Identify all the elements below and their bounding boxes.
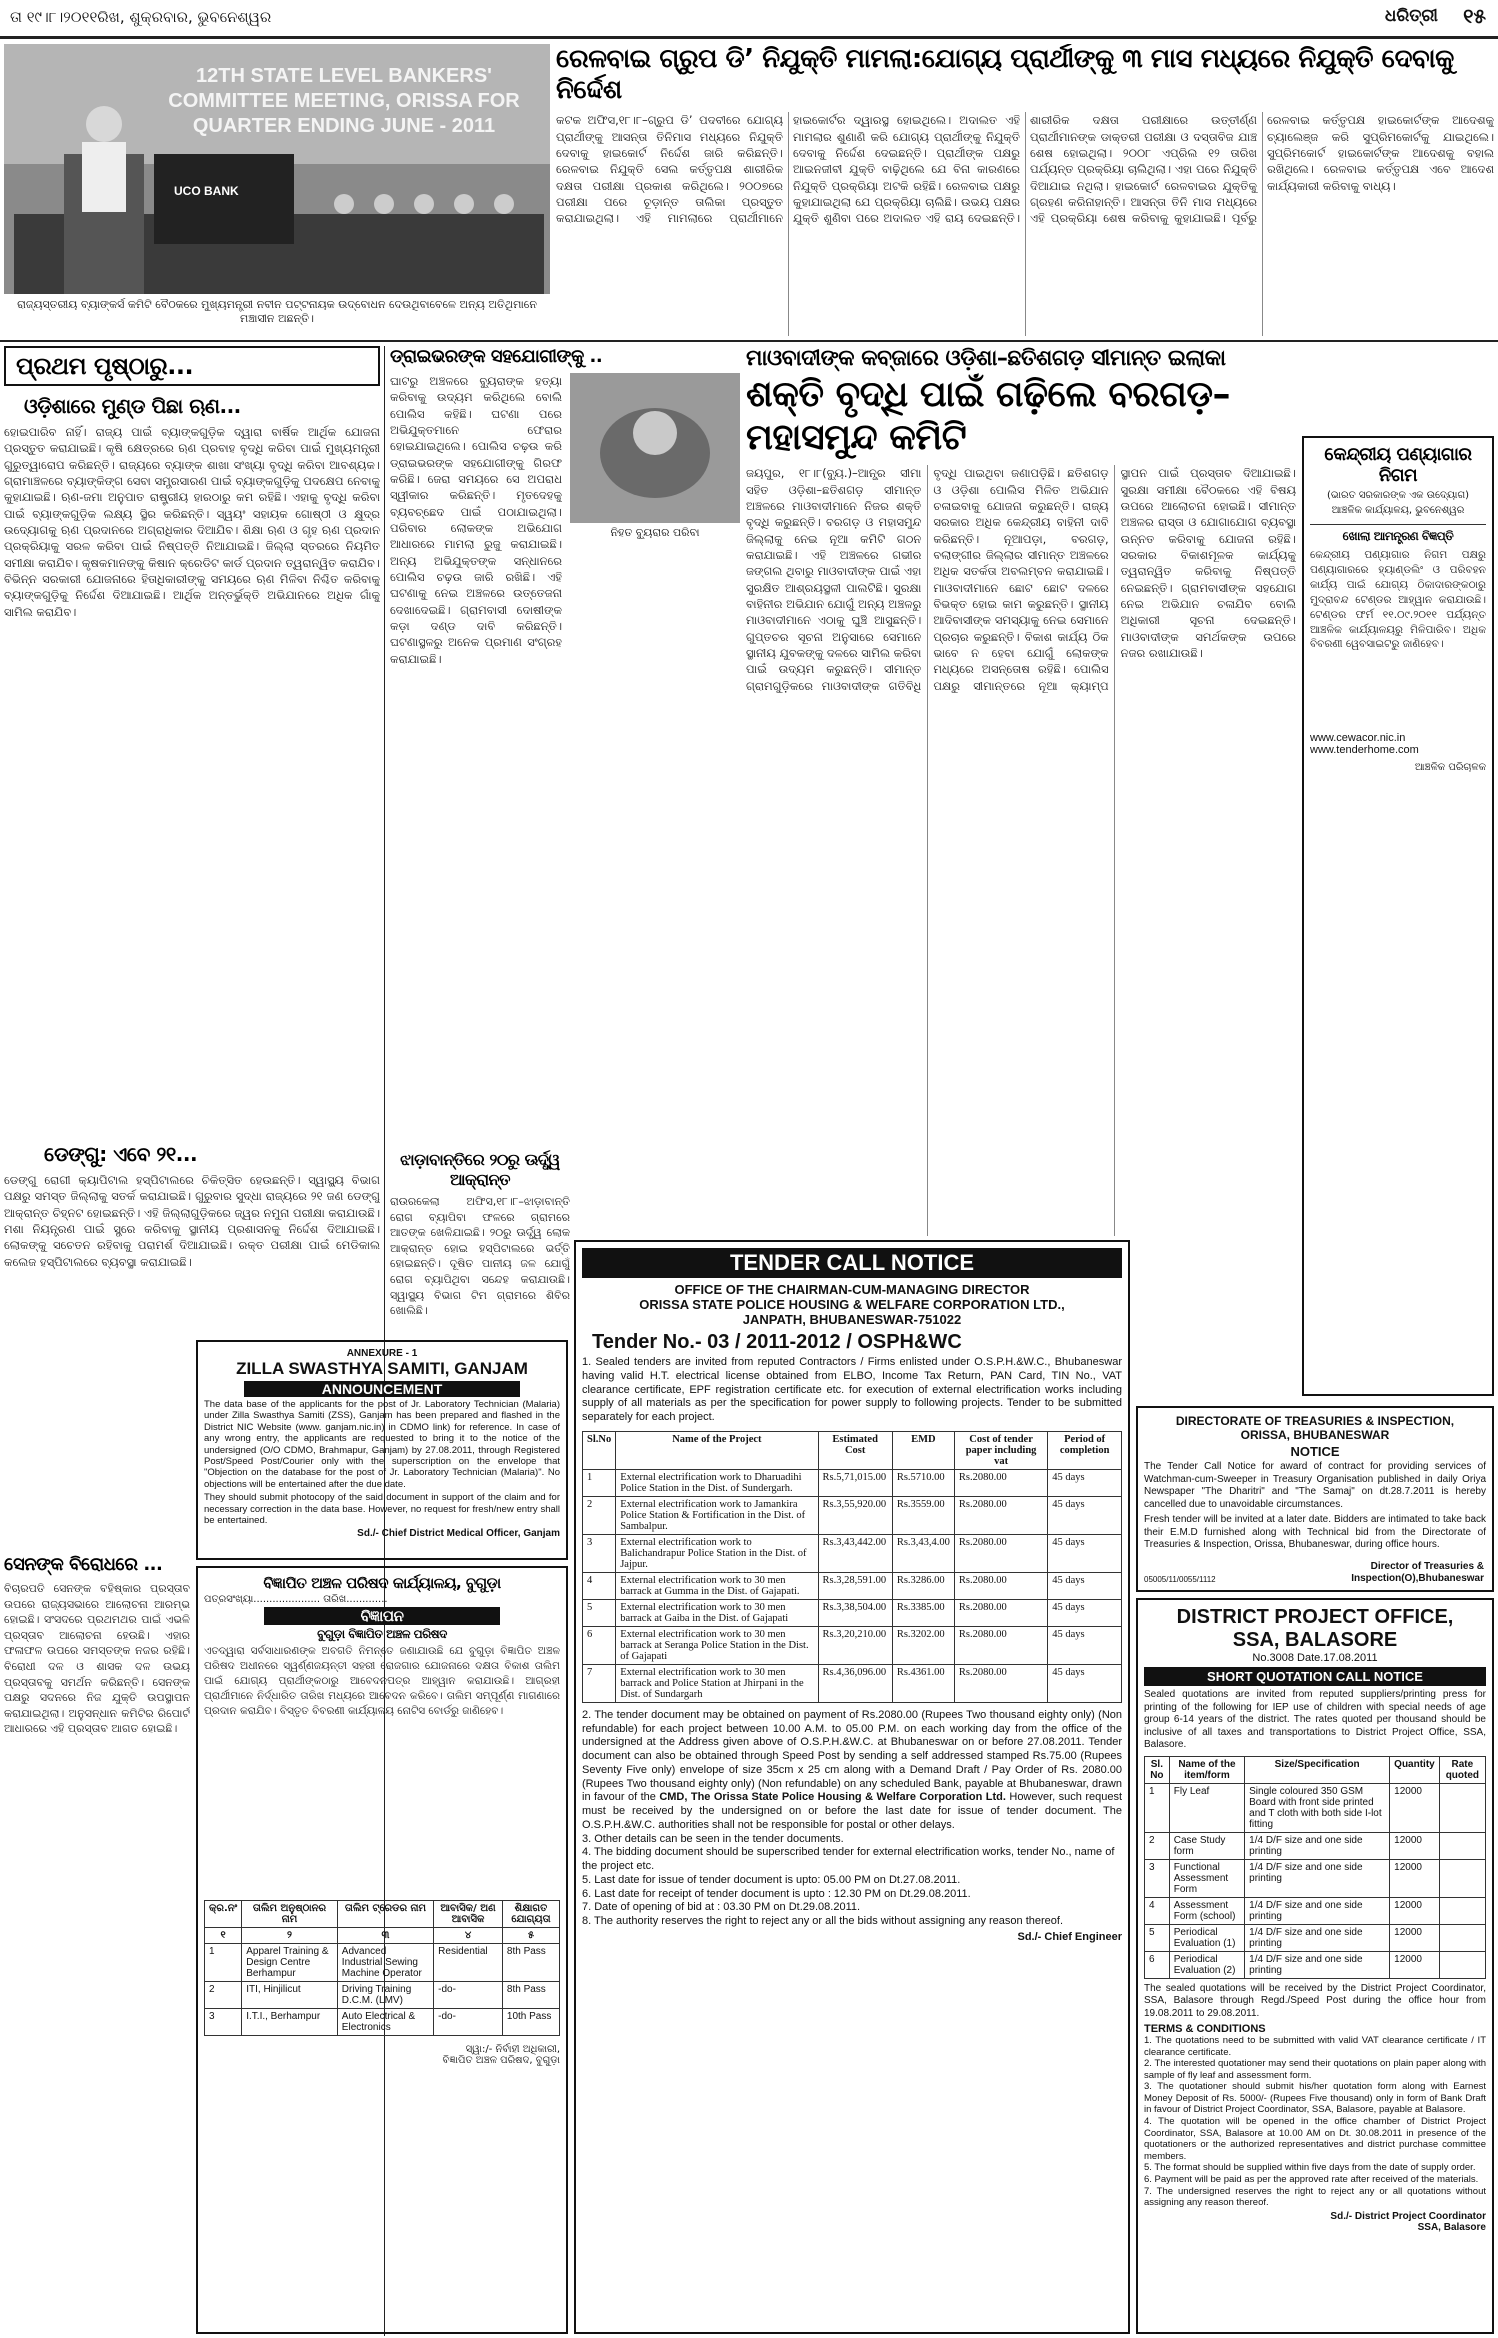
tender-sign: Sd./- Chief Engineer <box>1017 1930 1122 1943</box>
sen-story <box>4 1554 190 2334</box>
diarrhoea-body: ରାଉରକେଲା ଅଫିସ,୧୮।୮–ଝାଡ଼ାବାନ୍ତି ରୋଗ ବ୍ୟାପିବା ଫଳରେ ଗ୍ରାମରେ ଆତଙ୍କ ଖେଳିଯାଇଛି। ୨୦ରୁ ଊର୍ଦ୍ଧ୍ୱ ଲୋକ ଆକ୍ରାନ୍ତ ହୋଇ ହସ୍ପିଟାଲରେ ଭର୍ତ୍ତି ହୋଇଛନ୍ତି। ଦୂଷିତ ପାନୀୟ ଜଳ ଯୋଗୁଁ ରୋଗ ବ୍ୟାପିଥିବା ସନ୍ଦେହ କରାଯାଉଛି। ସ୍ୱାସ୍ଥ୍ୟ ବିଭାଗ ଟିମ ଗ୍ରାମରେ ଶିବିର ଖୋଲିଛି। <box>390 1195 570 1318</box>
cwc-title: କେନ୍ଦ୍ରୀୟ ପଣ୍ୟାଗାର ନିଗମ <box>1324 444 1472 486</box>
bankers-podium: UCO BANK <box>174 184 239 198</box>
dateline: ତା ୧୯।୮।୨୦୧୧ରିଖ, ଶୁକ୍ରବାର, ଭୁବନେଶ୍ୱର <box>10 8 272 26</box>
page-number: ୧୫ <box>1463 4 1486 28</box>
buguda-table-cell: Auto Electrical & Electronics <box>337 2009 433 2036</box>
tender-table-row <box>583 1469 1122 1496</box>
ssa-table-cell: 1/4 D/F size and one side printing <box>1245 1897 1390 1924</box>
ssa-intro: Sealed quotations are invited from reputed suppliers/printing press for printing of the following for IEP use of children with special needs of age group 6-14 years of the district. The rates quoted per thousand should be inclusive of all taxes and transportations to District Project Office, SSA, Balasore. <box>1144 1689 1486 1750</box>
ssa-table-cell <box>1439 1897 1485 1924</box>
ssa-table-cell: 4 <box>1145 1897 1170 1924</box>
tender-table-cell: External electrification work to Jamankira Police Station & Fortification in the Dist. of Sambalpur. <box>616 1496 818 1534</box>
ssa-table-header-cell: Sl. No <box>1145 1756 1170 1783</box>
tender-table-cell: Rs.3202.00 <box>892 1626 954 1664</box>
buguda-table-cell: 8th Pass <box>502 1982 559 2009</box>
zss-title: ZILLA SWASTHYA SAMITI, GANJAM <box>236 1359 528 1378</box>
ssa-terms-head: TERMS & CONDITIONS <box>1144 2023 1266 2035</box>
buguda-table-header-cell: ତାଲିମ ଟ୍ରେଡର ନାମ <box>337 1901 433 1928</box>
sen-body: ବିଚାରପତି ସେନଙ୍କ ବହିଷ୍କାର ପ୍ରସ୍ତାବ ଉପରେ ରାଜ୍ୟସଭାରେ ଆଲୋଚନା ଆରମ୍ଭ ହୋଇଛି। ସଂସଦରେ ପ୍ରଥମଥର ପାଇଁ ଏଭଳି ପ୍ରସ୍ତାବ ଆଲୋଚନା ହେଉଛି। ଏହାର ଫଳାଫଳ ଉପରେ ସମସ୍ତଙ୍କ ନଜର ରହିଛି। ବିରୋଧୀ ଦଳ ଓ ଶାସକ ଦଳ ଉଭୟ ପ୍ରସ୍ତାବକୁ ସମର୍ଥନ କରିଛନ୍ତି। ସେନଙ୍କ ପକ୍ଷରୁ ସଦନରେ ନିଜ ଯୁକ୍ତି ଉପସ୍ଥାପନ କରାଯାଇଥିଲା। ଅନୁସନ୍ଧାନ କମିଟିର ରିପୋର୍ଟ ଆଧାରରେ ଏହି ପ୍ରସ୍ତାବ ଆଗତ ହୋଇଛି। <box>4 1582 190 1736</box>
tender-notice <box>574 1240 1130 2334</box>
ssa-sign1: Sd./- District Project Coordinator <box>1330 2210 1486 2222</box>
zss-sign: Sd./- Chief District Medical Officer, Ganjam <box>357 1528 560 1540</box>
tender-table-cell: Rs.3,43,442.00 <box>818 1534 892 1572</box>
buguda-table-number-cell: ୨ <box>242 1928 338 1944</box>
driver-photo <box>570 373 740 523</box>
tender-para8: 8. The authority reserves the right to reject any or all the bids without assigning any reason thereof. <box>582 1915 1064 1927</box>
tender-table-cell: 45 days <box>1048 1626 1122 1664</box>
ssa-term-item: 6. Payment will be paid as per the approved rate after received of the materials. <box>1144 2173 1479 2185</box>
tender-table-cell: Rs.5710.00 <box>892 1469 954 1496</box>
ssa-table-cell <box>1439 1951 1485 1978</box>
buguda-table-numbering <box>205 1928 560 1944</box>
bankers-photo-block <box>4 44 550 336</box>
cwc-subtitle: (ଭାରତ ସରକାରଙ୍କ ଏକ ଉଦ୍ୟୋଗ) <box>1326 490 1470 501</box>
zss-annex: ANNEXURE - 1 <box>346 1348 418 1359</box>
zss-announce: ANNOUNCEMENT <box>244 1381 520 1397</box>
ssa-table <box>1144 1756 1486 1979</box>
tender-table-cell: Rs.2080.00 <box>954 1534 1047 1572</box>
treasury-notice-title: NOTICE <box>1290 1444 1340 1459</box>
tender-table-cell: 45 days <box>1048 1599 1122 1626</box>
ssa-table-cell: 12000 <box>1390 1832 1440 1859</box>
ssa-table-cell: 12000 <box>1390 1951 1440 1978</box>
tender-office2: ORISSA STATE POLICE HOUSING & WELFARE CORPORATION LTD., <box>639 1297 1065 1312</box>
ssa-table-cell <box>1439 1783 1485 1832</box>
tender-para2-tail: However, such request must be received by the undersigned on or before the last date for issue of tender document. The O.S.P.H.&W.C. authorities shall not be responsible for postal or other delays. <box>582 1791 1123 1831</box>
buguda-table-header <box>205 1901 560 1928</box>
dengue-body: ଡେଙ୍ଗୁ ରୋଗୀ କ୍ୟାପିଟାଲ ହସ୍ପିଟାଲରେ ଚିକିତ୍ସିତ ହେଉଛନ୍ତି। ସ୍ୱାସ୍ଥ୍ୟ ବିଭାଗ ପକ୍ଷରୁ ସମସ୍ତ ଜିଲ୍ଲାକୁ ସତର୍କ କରାଯାଇଛି। ଗୁରୁବାର ସୁଦ୍ଧା ରାଜ୍ୟରେ ୨୧ ଜଣ ଡେଙ୍ଗୁ ଆକ୍ରାନ୍ତ ଚିହ୍ନଟ ହୋଇଛନ୍ତି। ଏହି ଜିଲ୍ଲାଗୁଡ଼ିକରେ ଜ୍ୱର ନମୁନା ପରୀକ୍ଷା କରାଯାଉଛି। ମଶା ନିୟନ୍ତ୍ରଣ ପାଇଁ ସ୍ପ୍ରେ କରିବାକୁ ସ୍ଥାନୀୟ ପ୍ରଶାସନକୁ ନିର୍ଦ୍ଦେଶ ଦିଆଯାଇଛି। ଲୋକଙ୍କୁ ସଚେତନ ରହିବାକୁ ପରାମର୍ଶ ଦିଆଯାଇଛି। ରକ୍ତ ପରୀକ୍ଷା ପାଇଁ ମେଡିକାଲ କଲେଜ ହସ୍ପିଟାଲରେ ବ୍ୟବସ୍ଥା କରାଯାଇଛି। <box>4 1173 380 1269</box>
ssa-title1: DISTRICT PROJECT OFFICE, <box>1176 1606 1454 1628</box>
ssa-table-cell <box>1439 1859 1485 1897</box>
buguda-table-cell: Advanced Industrial Sewing Machine Operator <box>337 1944 433 1982</box>
tender-table-row <box>583 1496 1122 1534</box>
buguda-ref: ପତ୍ରସଂଖ୍ୟା..................... ତାରିଖ............. <box>204 1594 388 1605</box>
ssa-table-cell: 2 <box>1145 1832 1170 1859</box>
tender-table-cell: Rs.3,43,4.00 <box>892 1534 954 1572</box>
tender-table-cell: 45 days <box>1048 1469 1122 1496</box>
tender-table-cell: 4 <box>583 1572 616 1599</box>
ssa-table-body <box>1145 1783 1486 1978</box>
ssa-table-cell: 1/4 D/F size and one side printing <box>1245 1859 1390 1897</box>
tender-table-cell: 1 <box>583 1469 616 1496</box>
tender-para2-text: 2. The tender document may be obtained on payment of Rs.2080.00 (Rupees Two thousand eighty only) (Non refundable) for each project between 10.00 A.M. to 05.00 P.M. on each working day from the office of the undersigned at the Address given above of O.S.P.H.&W.C. at Bhubaneswar on or before 27.08.2011. Tender document can also be obtained through Speed Post by sending a self addressed stamped Rs.75.00 (Rupees Seventy Five only) envelope of size 35cm x 25 cm along with a Demand Draft / Pay Order of Rs. 2080.00 (Rupees Two thousand eighty only) (Non refundable) on any scheduled Bank, payable at Bhubaneswar, drawn in favour of the <box>582 1708 1122 1804</box>
buguda-table-number-cell: ୧ <box>205 1928 242 1944</box>
tender-para6: 6. Last date for receipt of tender document is upto : 12.30 PM on Dt.29.08.2011. <box>582 1887 971 1900</box>
diarrhoea-headline: ଝାଡ଼ାବାନ୍ତିରେ ୨୦ରୁ ଊର୍ଦ୍ଧ୍ୱ ଆକ୍ରାନ୍ତ <box>400 1150 560 1189</box>
tender-table-cell: 45 days <box>1048 1496 1122 1534</box>
buguda-table-row <box>205 1944 560 1982</box>
ssa-para: The sealed quotations will be received by the District Project Coordinator, SSA, Balasore through Regd./Speed Post during the office hour from 19.08.2011 to 29.08.2011. <box>1144 1982 1486 2019</box>
tender-table-header <box>583 1431 1122 1469</box>
zss-body: The data base of the applicants for the post of Jr. Laboratory Technician (Malaria) under Zilla Swasthya Samiti (ZSS), Ganjam has been prepared and flashed in the District NIC Website (www. ganjam.nic.in) in CDMO link) for reference. In case of any wrong entry, the applicants are requested to bring it to the notice of the undersigned (O/O CDMO, Brahmapur, Ganjam) by 27.08.2011, through Registered Post/Speed Post/Courier only with the superscription on the envelope that "Objection on the database for the post of Jr. Laboratory Technician (Malaria)". No objections will be entertained after the due date. <box>204 1399 560 1490</box>
cwc-ad <box>1302 436 1494 1396</box>
tender-table-cell: Rs.2080.00 <box>954 1664 1047 1702</box>
ssa-table-cell: 5 <box>1145 1924 1170 1951</box>
buguda-body: ଏତଦ୍ୱାରା ସର୍ବସାଧାରଣଙ୍କ ଅବଗତି ନିମନ୍ତେ ଜଣାଯାଉଛି ଯେ ବୁଗୁଡ଼ା ବିଜ୍ଞାପିତ ଅଞ୍ଚଳ ପରିଷଦ ଅଧୀନରେ ସ୍ୱର୍ଣ୍ଣଜୟନ୍ତୀ ସହରୀ ରୋଜଗାର ଯୋଜନାରେ ଦକ୍ଷତା ବିକାଶ ତାଲିମ ପାଇଁ ଯୋଗ୍ୟ ପ୍ରାର୍ଥୀଙ୍କଠାରୁ ଆବେଦନପତ୍ର ଆହ୍ୱାନ କରାଯାଉଛି। ଆଗ୍ରହୀ ପ୍ରାର୍ଥୀମାନେ ନିର୍ଦ୍ଧାରିତ ତାରିଖ ମଧ୍ୟରେ ଆବେଦନ କରିବେ। ତାଲିମ ସମ୍ପୂର୍ଣ୍ଣ ମାଗଣାରେ ପ୍ରଦାନ କରାଯିବ। ବିସ୍ତୃତ ବିବରଣୀ କାର୍ଯ୍ୟାଳୟ ନୋଟିସ ବୋର୍ଡରୁ ଜାଣିହେବ। <box>204 1645 560 1717</box>
ssa-table-header-cell: Quantity <box>1390 1756 1440 1783</box>
ssa-term-item: 4. The quotation will be opened in the office chamber of District Project Coordinator, SSA, Balasore at 10.00 AM on Dt. 30.08.2011 in presence of the quotationers or the authorized representatives and district purchase committee members. <box>1144 2116 1486 2162</box>
tender-table-row <box>583 1572 1122 1599</box>
buguda-table-header-cell: ଶିକ୍ଷାଗତ ଯୋଗ୍ୟତା <box>502 1901 559 1928</box>
ssa-table-cell: 1/4 D/F size and one side printing <box>1245 1832 1390 1859</box>
tender-para2-payee: CMD, The Orissa State Police Housing & Welfare Corporation Ltd. <box>659 1791 1006 1804</box>
railway-headline: ରେଳବାଇ ଗ୍ରୁପ ଡି’ ନିଯୁକ୍ତି ମାମଲା:ଯୋଗ୍ୟ ପ୍ରାର୍ଥୀଙ୍କୁ ୩ ମାସ ମଧ୍ୟରେ ନିଯୁକ୍ତି ଦେବାକୁ ନିର୍ଦ୍ଦେଶ <box>556 44 1454 106</box>
ssa-sign2: SSA, Balasore <box>1417 2221 1486 2233</box>
loan-body: ହୋଇପାରିବ ନାହିଁ। ରାଜ୍ୟ ପାଇଁ ବ୍ୟାଙ୍କଗୁଡ଼ିକ ଦ୍ୱାରା ବାର୍ଷିକ ଆର୍ଥିକ ଯୋଜନା ପ୍ରସ୍ତୁତ କରାଯାଇଛି। କୃଷି କ୍ଷେତ୍ରରେ ଋଣ ପ୍ରବାହ ବୃଦ୍ଧି କରିବା ପାଇଁ ମୁଖ୍ୟମନ୍ତ୍ରୀ ଗୁରୁତ୍ୱାରୋପ କରିଛନ୍ତି। ରାଜ୍ୟରେ ବ୍ୟାଙ୍କ ଶାଖା ସଂଖ୍ୟା ବୃଦ୍ଧି କରିବା ଆବଶ୍ୟକ। ଗ୍ରାମାଞ୍ଚଳରେ ବ୍ୟାଙ୍କିଙ୍ଗ ସେବା ସମ୍ପ୍ରସାରଣ ପାଇଁ ବ୍ୟାଙ୍କଗୁଡ଼ିକୁ ପଦକ୍ଷେପ ନେବାକୁ କୁହାଯାଇଛି। ଋଣ-ଜମା ଅନୁପାତ ରାଷ୍ଟ୍ରୀୟ ହାରଠାରୁ କମ ରହିଛି। ଏହାକୁ ବୃଦ୍ଧି କରିବା ପାଇଁ ବ୍ୟାଙ୍କଗୁଡ଼ିକ ଲକ୍ଷ୍ୟ ସ୍ଥିର କରିଛନ୍ତି। ସ୍ୱୟଂ ସହାୟକ ଗୋଷ୍ଠୀ ଓ କ୍ଷୁଦ୍ର ଉଦ୍ୟୋଗକୁ ଋଣ ପ୍ରଦାନରେ ଅଗ୍ରାଧିକାର ଦିଆଯିବ। ଶିକ୍ଷା ଋଣ ଓ ଗୃହ ଋଣ ପ୍ରଦାନ ପ୍ରକ୍ରିୟାକୁ ସରଳ କରିବା ପାଇଁ ନିଷ୍ପତ୍ତି ନିଆଯାଇଛି। ଜିଲ୍ଲା ସ୍ତରରେ ନିୟମିତ ସମୀକ୍ଷା କରାଯିବ। କୃଷକମାନଙ୍କୁ କିଷାନ କ୍ରେଡିଟ କାର୍ଡ ପ୍ରଦାନ ତ୍ୱରାନ୍ୱିତ କରାଯିବ। ବିଭିନ୍ନ ସରକାରୀ ଯୋଜନାରେ ହିତାଧିକାରୀଙ୍କୁ ସମୟରେ ଋଣ ମିଳିବା ନିଶ୍ଚିତ କରିବାକୁ ବ୍ୟାଙ୍କଗୁଡ଼ିକୁ ନିର୍ଦ୍ଦେଶ ଦିଆଯାଇଛି। ଆର୍ଥିକ ଅନ୍ତର୍ଭୁକ୍ତି ଅଭିଯାନରେ ଅଧିକ ଗାଁକୁ ସାମିଲ କରାଯିବ। <box>4 425 380 619</box>
treasury-sign1: Director of Treasuries & <box>1370 1561 1484 1572</box>
tender-table-cell: Rs.4,36,096.00 <box>818 1664 892 1702</box>
buguda-table-cell: 10th Pass <box>502 2009 559 2036</box>
tender-table-cell: Rs.3286.00 <box>892 1572 954 1599</box>
loan-subhead: ଓଡ଼ିଶାରେ ମୁଣ୍ଡ ପିଛା ଋଣ... <box>24 394 241 418</box>
ssa-table-cell: 12000 <box>1390 1897 1440 1924</box>
ssa-table-cell: Case Study form <box>1169 1832 1244 1859</box>
buguda-table-body <box>205 1944 560 2036</box>
tender-table-cell: External electrification work to 30 men barrack at Seranga Police Station in the Dist. of Gajapati <box>616 1626 818 1664</box>
tender-table-cell: 45 days <box>1048 1534 1122 1572</box>
cwc-address: ଆଞ୍ଚଳିକ କାର୍ଯ୍ୟାଳୟ, ଭୁବନେଶ୍ୱର <box>1331 505 1465 516</box>
buguda-sign1: ସ୍ୱା:/- ନିର୍ବାହୀ ଅଧିକାରୀ, <box>465 2044 560 2055</box>
maoist-headline: ଶକ୍ତି ବୃଦ୍ଧି ପାଇଁ ଗଢ଼ିଲେ ବରଗଡ଼–ମହାସମୁନ୍ଦ କମିଟି <box>746 374 1231 459</box>
railway-body: କଟକ ଅଫିସ,୧୮।୮–ଗ୍ରୁପ ଡି’ ପଦବୀରେ ଯୋଗ୍ୟ ପ୍ରାର୍ଥୀଙ୍କୁ ଆସନ୍ତା ତିନିମାସ ମଧ୍ୟରେ ନିଯୁକ୍ତି ଦେବାକୁ ହାଇକୋର୍ଟ ନିର୍ଦ୍ଦେଶ ଜାରି କରିଛନ୍ତି। ରେଳବାଇ ନିଯୁକ୍ତି ସେଲ କର୍ତ୍ତୃପକ୍ଷ ଶାରୀରିକ ଦକ୍ଷତା ପରୀକ୍ଷା ପ୍ରକାଶ କରିଥିଲେ। ୨୦୦୭ରେ ପରୀକ୍ଷା ପରେ ଚୂଡ଼ାନ୍ତ ତାଲିକା ପ୍ରସ୍ତୁତ କରାଯାଇଥିଲା। ଏହି ମାମଲାରେ ପ୍ରାର୍ଥୀମାନେ ହାଇକୋର୍ଟର ଦ୍ୱାରସ୍ଥ ହୋଇଥିଲେ। ଅଦାଲତ ଏହି ମାମଲାର ଶୁଣାଣି କରି ଯୋଗ୍ୟ ପ୍ରାର୍ଥୀଙ୍କୁ ନିଯୁକ୍ତି ଦେବାକୁ ନିର୍ଦ୍ଦେଶ ଦେଇଛନ୍ତି। ପ୍ରାର୍ଥୀଙ୍କ ପକ୍ଷରୁ ଆଇନଜୀବୀ ଯୁକ୍ତି ବାଢ଼ିଥିଲେ ଯେ ବିନା କାରଣରେ ନିଯୁକ୍ତି ପ୍ରକ୍ରିୟା ଅଟକି ରହିଛି। ରେଳବାଇ ପକ୍ଷରୁ କୁହାଯାଇଥିଲା ଯେ ପ୍ରକ୍ରିୟା ଚାଲିଛି। ଉଭୟ ପକ୍ଷର ଯୁକ୍ତି ଶୁଣିବା ପରେ ଅଦାଲତ ଏହି ରାୟ ଦେଇଛନ୍ତି। ଶାରୀରିକ ଦକ୍ଷତା ପରୀକ୍ଷାରେ ଉତ୍ତୀର୍ଣ୍ଣ ପ୍ରାର୍ଥୀମାନଙ୍କ ଡାକ୍ତରୀ ପରୀକ୍ଷା ଓ ଦସ୍ତାବିଜ ଯାଞ୍ଚ ଶେଷ ହୋଇଥିଲା। ୨୦୦୮ ଏପ୍ରିଲ ୧୨ ତାରିଖ ପର୍ଯ୍ୟନ୍ତ ପ୍ରକ୍ରିୟା ଚାଲିଥିଲା। ଏହା ପରେ ନିଯୁକ୍ତି ଦିଆଯାଇ ନଥିଲା। ହାଇକୋର୍ଟ ରେଳବାଇର ଯୁକ୍ତିକୁ ଗ୍ରହଣ କରିନାହାନ୍ତି। ଆସନ୍ତା ତିନି ମାସ ମଧ୍ୟରେ ଏହି ପ୍ରକ୍ରିୟା ଶେଷ କରିବାକୁ କୁହାଯାଇଛି। ପୂର୍ବରୁ ରେଳବାଇ କର୍ତ୍ତୃପକ୍ଷ ହାଇକୋର୍ଟଙ୍କ ଆଦେଶକୁ ଚ୍ୟାଲେଞ୍ଜ କରି ସୁପ୍ରିମକୋର୍ଟକୁ ଯାଇଥିଲେ। ସୁପ୍ରିମକୋର୍ଟ ହାଇକୋର୍ଟଙ୍କ ଆଦେଶକୁ ବହାଲ ରଖିଥିଲେ। ରେଳବାଇ କର୍ତ୍ତୃପକ୍ଷ ଏବେ ଆଦେଶ କାର୍ଯ୍ୟକାରୀ କରିବାକୁ ବାଧ୍ୟ। <box>556 113 1494 226</box>
ssa-table-cell: Periodical Evaluation (1) <box>1169 1924 1244 1951</box>
tender-office3: JANPATH, BHUBANESWAR-751022 <box>742 1312 962 1327</box>
ssa-table-row <box>1145 1924 1486 1951</box>
bankers-photo <box>4 44 550 294</box>
tender-table-cell: External electrification work to 30 men barrack at Gaiba in the Dist. of Gajapati <box>616 1599 818 1626</box>
buguda-table-row <box>205 1982 560 2009</box>
ssa-term-item: 3. The quotationer should submit his/her quotation form along with Earnest Money Deposit of Rs. 5000/- (Rupees Five thousand) only in form of Bank Draft in favour of District Project Coordinator, SSA, Balasore, payable at Balasore. <box>1144 2081 1486 2116</box>
tender-table-header-cell: Name of the Project <box>616 1431 818 1469</box>
ssa-term-item: 5. The format should be supplied within five days from the date of supply order. <box>1144 2162 1476 2174</box>
sen-headline: ସେନଙ୍କ ବିରୋଧରେ ... <box>4 1554 163 1575</box>
treasury-head1: DIRECTORATE OF TREASURIES & INSPECTION, <box>1175 1414 1455 1428</box>
cwc-web1[interactable]: www.cewacor.nic.in <box>1310 732 1406 744</box>
cwc-web2[interactable]: www.tenderhome.com <box>1310 744 1419 756</box>
buguda-table-cell: 1 <box>205 1944 242 1982</box>
driver-photo-caption: ନିହତ ବ୍ୟୁରାର ପରିବା <box>610 526 700 539</box>
tender-table-row <box>583 1534 1122 1572</box>
tender-table-row <box>583 1599 1122 1626</box>
cwc-notice-head: ଖୋଲା ଆମନ୍ତ୍ରଣ ବିଜ୍ଞପ୍ତି <box>1310 524 1486 544</box>
bankers-caption: ରାଜ୍ୟସ୍ତରୀୟ ବ୍ୟାଙ୍କର୍ସ କମିଟି ବୈଠକରେ ମୁଖ୍ୟମନ୍ତ୍ରୀ ନବୀନ ପଟ୍ଟନାୟକ ଉଦ୍‌ବୋଧନ ଦେଉଥିବାବେଳେ ଅନ୍ୟ ଅତିଥିମାନେ ମଞ୍ଚାସୀନ ଅଛନ୍ତି। <box>17 298 537 326</box>
tender-table-cell: Rs.4361.00 <box>892 1664 954 1702</box>
tender-table-cell: Rs.5,71,015.00 <box>818 1469 892 1496</box>
tender-table-cell: Rs.3,55,920.00 <box>818 1496 892 1534</box>
buguda-notice <box>196 1566 568 2334</box>
ssa-table-row <box>1145 1859 1486 1897</box>
ssa-table-row <box>1145 1832 1486 1859</box>
tender-table-cell: 3 <box>583 1534 616 1572</box>
continuation-label <box>4 346 380 386</box>
tender-para3: 3. Other details can be seen in the tender documents. <box>582 1832 844 1845</box>
ssa-term-item: 1. The quotations need to be submitted with valid VAT clearance certificate / IT clearance certificate. <box>1144 2035 1486 2058</box>
cwc-sign: ଆଞ୍ଚଳିକ ପରିଚାଳକ <box>1414 762 1486 773</box>
buguda-table-cell: 3 <box>205 2009 242 2036</box>
ssa-table-cell: Single coloured 350 GSM Board with front side printed and T cloth with both side I-lot fitting <box>1245 1783 1390 1832</box>
buguda-notice-title: ବିଜ୍ଞାପନ <box>264 1607 500 1625</box>
row1-rule <box>0 340 1498 342</box>
ssa-table-cell <box>1439 1832 1485 1859</box>
ssa-number: No.3008 Date.17.08.2011 <box>1252 1652 1378 1664</box>
tender-para2 <box>582 1709 1122 1833</box>
ssa-table-cell <box>1439 1924 1485 1951</box>
tender-table-header-cell: Period of completion <box>1048 1431 1122 1469</box>
tender-table-cell: External electrification work to Dharuadihi Police Station in the Dist. of Sundergarh. <box>616 1469 818 1496</box>
buguda-title: ବିଜ୍ଞାପିତ ଅଞ୍ଚଳ ପରିଷଦ କାର୍ଯ୍ୟାଳୟ, ବୁଗୁଡ଼ା <box>263 1574 501 1592</box>
buguda-table-row <box>205 2009 560 2036</box>
tender-table-cell: External electrification work to Balichandrapur Police Station in the Dist. of Jajpur. <box>616 1534 818 1572</box>
buguda-table-cell: Residential <box>434 1944 503 1982</box>
buguda-table <box>204 1900 560 2036</box>
ssa-table-cell: 1/4 D/F size and one side printing <box>1245 1924 1390 1951</box>
treasury-code: 05005/11/0055/1112 <box>1144 1575 1216 1584</box>
treasury-sign2: Inspection(O),Bhubaneswar <box>1351 1573 1484 1584</box>
maoist-story <box>746 346 1296 1236</box>
tender-table-cell: Rs.3,28,591.00 <box>818 1572 892 1599</box>
tender-table-cell: 6 <box>583 1626 616 1664</box>
maoist-body: ଜୟପୁର, ୧୮।୮(ବ୍ୟୁ.)–ଆନ୍ଧ୍ର ସୀମା ସହିତ ଓଡ଼ିଶା–ଛତିଶଗଡ଼ ସୀମାନ୍ତ ଅଞ୍ଚଳରେ ମାଓବାଦୀମାନେ ନିଜର ଶକ୍ତି ବୃଦ୍ଧି କରୁଛନ୍ତି। ବରଗଡ଼ ଓ ମହାସମୁନ୍ଦ ଜିଲ୍ଲାକୁ ନେଇ ନୂଆ କମିଟି ଗଠନ କରାଯାଇଛି। ଏହି ଅଞ୍ଚଳରେ ଗଭୀର ଜଙ୍ଗଲ ଥିବାରୁ ମାଓବାଦୀଙ୍କ ପାଇଁ ଏହା ସୁରକ୍ଷିତ ଆଶ୍ରୟସ୍ଥଳୀ ପାଲଟିଛି। ସୁରକ୍ଷା ବାହିନୀର ଅଭିଯାନ ଯୋଗୁଁ ଅନ୍ୟ ଅଞ୍ଚଳରୁ ମାଓବାଦୀମାନେ ଏଠାକୁ ଘୁଞ୍ଚି ଆସୁଛନ୍ତି। ଗୁପ୍ତଚର ସୂଚନା ଅନୁସାରେ ସେମାନେ ସ୍ଥାନୀୟ ଯୁବକଙ୍କୁ ଦଳରେ ସାମିଲ କରିବା ପାଇଁ ଉଦ୍ୟମ କରୁଛନ୍ତି। ସୀମାନ୍ତ ଗ୍ରାମଗୁଡ଼ିକରେ ମାଓବାଦୀଙ୍କ ଗତିବିଧି ବୃଦ୍ଧି ପାଇଥିବା ଜଣାପଡ଼ିଛି। ଛତିଶଗଡ଼ ଓ ଓଡ଼ିଶା ପୋଲିସ ମିଳିତ ଅଭିଯାନ ଚଳାଇବାକୁ ଯୋଜନା କରୁଛନ୍ତି। ରାଜ୍ୟ ସରକାର ଅଧିକ କେନ୍ଦ୍ରୀୟ ବାହିନୀ ଦାବି କରିଛନ୍ତି। ନୂଆପଡ଼ା, ବରଗଡ଼, ବଲାଙ୍ଗୀର ଜିଲ୍ଲାର ସୀମାନ୍ତ ଅଞ୍ଚଳରେ ଅଧିକ ସତର୍କତା ଅବଲମ୍ବନ କରାଯାଇଛି। ମାଓବାଦୀମାନେ ଛୋଟ ଛୋଟ ଦଳରେ ବିଭକ୍ତ ହୋଇ କାମ କରୁଛନ୍ତି। ସ୍ଥାନୀୟ ଆଦିବାସୀଙ୍କ ସମସ୍ୟାକୁ ନେଇ ସେମାନେ ପ୍ରଚାର କରୁଛନ୍ତି। ବିକାଶ କାର୍ଯ୍ୟ ଠିକ ଭାବେ ନ ହେବା ଯୋଗୁଁ ଲୋକଙ୍କ ମଧ୍ୟରେ ଅସନ୍ତୋଷ ରହିଛି। ପୋଲିସ ପକ୍ଷରୁ ସୀମାନ୍ତରେ ନୂଆ କ୍ୟାମ୍ପ ସ୍ଥାପନ ପାଇଁ ପ୍ରସ୍ତାବ ଦିଆଯାଇଛି। ସୁରକ୍ଷା ସମୀକ୍ଷା ବୈଠକରେ ଏହି ବିଷୟ ଉପରେ ଆଲୋଚନା ହୋଇଛି। ସୀମାନ୍ତ ଅଞ୍ଚଳର ରାସ୍ତା ଓ ଯୋଗାଯୋଗ ବ୍ୟବସ୍ଥା ଉନ୍ନତ କରିବାକୁ ଯୋଜନା ରହିଛି। ସରକାର ବିକାଶମୂଳକ କାର୍ଯ୍ୟକୁ ତ୍ୱରାନ୍ୱିତ କରିବାକୁ ନିଷ୍ପତ୍ତି ନେଇଛନ୍ତି। ଗ୍ରାମବାସୀଙ୍କ ସହଯୋଗ ନେଇ ଅଭିଯାନ ଚଳାଯିବ ବୋଲି ଅଧିକାରୀ ସୂଚନା ଦେଇଛନ୍ତି। ମାଓବାଦୀଙ୍କ ସମର୍ଥକଙ୍କ ଉପରେ ନଜର ରଖାଯାଉଛି। <box>746 466 1296 693</box>
tender-table-cell: Rs.3,38,504.00 <box>818 1599 892 1626</box>
ssa-table-header <box>1145 1756 1486 1783</box>
ssa-table-header-cell: Name of the item/form <box>1169 1756 1244 1783</box>
tender-table-header-cell: EMD <box>892 1431 954 1469</box>
driver-story <box>390 346 740 1146</box>
masthead-rule <box>0 36 1498 39</box>
maoist-kicker: ମାଓବାଦୀଙ୍କ କବ୍‌ଜାରେ ଓଡ଼ିଶା–ଛତିଶଗଡ଼ ସୀମାନ୍ତ ଇଲାକା <box>746 346 1226 371</box>
cwc-body: କେନ୍ଦ୍ରୀୟ ପଣ୍ୟାଗାର ନିଗମ ପକ୍ଷରୁ ପଣ୍ୟାଗାରରେ ହ୍ୟାଣ୍ଡଲିଂ ଓ ପରିବହନ କାର୍ଯ୍ୟ ପାଇଁ ଯୋଗ୍ୟ ଠିକାଦାରଙ୍କଠାରୁ ମୁଦ୍ରାବନ୍ଦ ଟେଣ୍ଡର ଆହ୍ୱାନ କରାଯାଉଛି। ଟେଣ୍ଡର ଫର୍ମ ୧୧.୦୯.୨୦୧୧ ପର୍ଯ୍ୟନ୍ତ ଆଞ୍ଚଳିକ କାର୍ଯ୍ୟାଳୟରୁ ମିଳିପାରିବ। ଅଧିକ ବିବରଣୀ ୱେବସାଇଟରୁ ଜାଣିହେବ। <box>1310 549 1486 651</box>
paper-name: ଧରିତ୍ରୀ <box>1384 6 1438 26</box>
tender-table-cell: 45 days <box>1048 1664 1122 1702</box>
buguda-table-cell: -do- <box>434 2009 503 2036</box>
buguda-table-cell: Apparel Training & Design Centre Berhampur <box>242 1944 338 1982</box>
tender-table-header-cell: Sl.No <box>583 1431 616 1469</box>
driver-body: ଘାଟରୁ ଅଞ୍ଚଳରେ ବ୍ୟୁରାଙ୍କ ହତ୍ୟା କରିବାକୁ ଉଦ୍ୟମ କରିଥିଲେ ବୋଲି ପୋଲିସ କହିଛି। ଘଟଣା ପରେ ଅଭିଯୁକ୍ତମାନେ ଫେରାର ହୋଇଯାଇଥିଲେ। ପୋଲିସ ଚଢ଼ଉ କରି ଡ୍ରାଇଭରଙ୍କ ସହଯୋଗୀଙ୍କୁ ଗିରଫ କରିଛି। ଜେରା ସମୟରେ ସେ ଅପରାଧ ସ୍ୱୀକାର କରିଛନ୍ତି। ମୃତଦେହକୁ ବ୍ୟବଚ୍ଛେଦ ପାଇଁ ପଠାଯାଇଥିଲା। ପରିବାର ଲୋକଙ୍କ ଅଭିଯୋଗ ଆଧାରରେ ମାମଲା ରୁଜୁ କରାଯାଇଛି। ଅନ୍ୟ ଅଭିଯୁକ୍ତଙ୍କ ସନ୍ଧାନରେ ପୋଲିସ ଚଢ଼ଉ ଜାରି ରଖିଛି। ଏହି ଘଟଣାକୁ ନେଇ ଅଞ୍ଚଳରେ ଉତ୍ତେଜନା ଦେଖାଦେଇଛି। ଗ୍ରାମବାସୀ ଦୋଷୀଙ୍କ କଡ଼ା ଦଣ୍ଡ ଦାବି କରିଛନ୍ତି। ଘଟଣାସ୍ଥଳରୁ ଅନେକ ପ୍ରମାଣ ସଂଗ୍ରହ କରାଯାଇଛି। <box>390 374 562 666</box>
buguda-table-cell: Driving Training D.C.M. (LMV) <box>337 1982 433 2009</box>
ssa-terms <box>1144 2035 1486 2209</box>
tender-table-cell: Rs.2080.00 <box>954 1599 1047 1626</box>
treasury-notice <box>1136 1406 1494 1592</box>
tender-table-cell: Rs.2080.00 <box>954 1496 1047 1534</box>
diarrhoea-story <box>390 1150 570 1330</box>
dengue-subhead: ଡେଙ୍ଗୁ: ଏବେ ୨୧... <box>44 1142 198 1166</box>
ssa-notice <box>1136 1598 1494 2334</box>
buguda-table-header-cell: ତାଲିମ ଅନୁଷ୍ଠାନର ନାମ <box>242 1901 338 1928</box>
ssa-table-row <box>1145 1783 1486 1832</box>
tender-table-row <box>583 1626 1122 1664</box>
buguda-table-cell: 2 <box>205 1982 242 2009</box>
treasury-body2: Fresh tender will be invited at a later date. Bidders are intimated to take back their E.M.D furnished along with Technical bid from the Directorate of Treasuries & Inspection, Orissa, Bhubaneswar, during office hours. <box>1144 1514 1486 1550</box>
masthead <box>0 0 1498 34</box>
buguda-table-cell: -do- <box>434 1982 503 2009</box>
ssa-table-cell: 12000 <box>1390 1859 1440 1897</box>
ssa-table-cell: 1/4 D/F size and one side printing <box>1245 1951 1390 1978</box>
ssa-table-cell: Fly Leaf <box>1169 1783 1244 1832</box>
tender-number: Tender No.- 03 / 2011-2012 / OSPH&WC <box>592 1331 962 1353</box>
tender-table-header-cell: Cost of tender paper including vat <box>954 1431 1047 1469</box>
ssa-table-header-cell: Rate quoted <box>1439 1756 1485 1783</box>
tender-para1: 1. Sealed tenders are invited from reputed Contractors / Firms enlisted under O.S.P.H.&W.C., Bhubaneswar having valid H.T. electrical license obtained from ELBO, Income Tax Return, PAN Card, TIN No., VAT clearance certificate, EPF registration certificate etc. for execution of external electrification works including supply of all materials as per the specification for power supply to following projects. Tender to be submitted separately for each project. <box>582 1356 1122 1423</box>
tender-table-cell: External electrification work to 30 men barrack at Gumma in the Dist. of Gajapati. <box>616 1572 818 1599</box>
tender-table-row <box>583 1664 1122 1702</box>
buguda-table-header-cell: କ୍ର.ନଂ <box>205 1901 242 1928</box>
buguda-table-number-cell: ୪ <box>434 1928 503 1944</box>
ssa-title2: SSA, BALASORE <box>1232 1629 1398 1651</box>
buguda-table-cell: 8th Pass <box>502 1944 559 1982</box>
tender-para4: 4. The bidding document should be superscribed tender for external electrification works, tender No., name of the project etc. <box>582 1846 1115 1872</box>
tender-table-cell: 45 days <box>1048 1572 1122 1599</box>
tender-table-body <box>583 1469 1122 1702</box>
tender-para5: 5. Last date for issue of tender document is upto: 05.00 PM on Dt.27.08.2011. <box>582 1873 961 1886</box>
zss-announcement <box>196 1340 568 1560</box>
ssa-table-cell: 3 <box>1145 1859 1170 1897</box>
buguda-table-header-cell: ଆବାସିକ/ ଅଣ ଆବାସିକ <box>434 1901 503 1928</box>
tender-office1: OFFICE OF THE CHAIRMAN-CUM-MANAGING DIRECTOR <box>674 1282 1030 1297</box>
driver-headline: ଡ୍ରାଇଭରଙ୍କ ସହଯୋଗୀଙ୍କୁ .. <box>390 346 603 367</box>
driver-photo-wrap <box>570 373 740 540</box>
ssa-term-item: 2. The interested quotationer may send their quotations on plain paper along with sample of fly leaf and assessment form. <box>1144 2058 1486 2081</box>
tender-table-cell: Rs.2080.00 <box>954 1626 1047 1664</box>
buguda-table-number-cell: ୫ <box>502 1928 559 1944</box>
ssa-table-cell: Functional Assessment Form <box>1169 1859 1244 1897</box>
ssa-table-row <box>1145 1951 1486 1978</box>
ssa-table-cell: Periodical Evaluation (2) <box>1169 1951 1244 1978</box>
zss-body2: They should submit photocopy of the said document in support of the claim and for necessary correction in the data base. However, no request for fresh/new entry shall be entertained. <box>204 1492 560 1526</box>
buguda-table-cell: I.T.I., Berhampur <box>242 2009 338 2036</box>
ssa-table-header-cell: Size/Specification <box>1245 1756 1390 1783</box>
tender-table-cell: Rs.2080.00 <box>954 1469 1047 1496</box>
buguda-table-number-cell: ୩ <box>337 1928 433 1944</box>
tender-table-cell: Rs.3,20,210.00 <box>818 1626 892 1664</box>
tender-table-header-cell: Estimated Cost <box>818 1431 892 1469</box>
ssa-table-cell: 12000 <box>1390 1924 1440 1951</box>
buguda-table-cell: ITI, Hinjilicut <box>242 1982 338 2009</box>
tender-table-cell: Rs.3559.00 <box>892 1496 954 1534</box>
treasury-body1: The Tender Call Notice for award of contract for providing services of Watchman-cum-Sweeper in Treasury Organisation published in daily Oriya Newspaper "The Dharitri" and "The Samaj" on dt.28.7.2011 is hereby cancelled due to unavoidable circumstances. <box>1144 1461 1486 1510</box>
continuation-title: ପ୍ରଥମ ପୃଷ୍ଠାରୁ... <box>16 352 194 380</box>
ssa-term-item: 7. The undersigned reserves the right to reject any or all quotations without assigning any reason thereof. <box>1144 2185 1486 2209</box>
tender-table-cell: Rs.3385.00 <box>892 1599 954 1626</box>
tender-table-cell: 5 <box>583 1599 616 1626</box>
buguda-sign2: ବିଜ୍ଞାପିତ ଅଞ୍ଚଳ ପରିଷଦ, ବୁଗୁଡ଼ା <box>442 2055 560 2066</box>
ssa-table-cell: Assessment Form (school) <box>1169 1897 1244 1924</box>
ssa-table-cell: 6 <box>1145 1951 1170 1978</box>
ssa-table-cell: 12000 <box>1390 1783 1440 1832</box>
tender-table-cell: 2 <box>583 1496 616 1534</box>
ssa-notice-title: SHORT QUOTATION CALL NOTICE <box>1144 1667 1486 1686</box>
tender-table <box>582 1431 1122 1703</box>
tender-title: TENDER CALL NOTICE <box>582 1248 1122 1278</box>
treasury-head2: ORISSA, BHUBANESWAR <box>1240 1428 1390 1442</box>
buguda-sub: ବୁଗୁଡ଼ା ବିଜ୍ଞାପିତ ଅଞ୍ଚଳ ପରିଷଦ <box>317 1627 447 1641</box>
tender-table-cell: Rs.2080.00 <box>954 1572 1047 1599</box>
tender-table-cell: 7 <box>583 1664 616 1702</box>
tender-table-cell: External electrification work to 30 men barrack and Police Station at Jhirpani in the Dist. of Sundargarh <box>616 1664 818 1702</box>
tender-para7: 7. Date of opening of bid at : 03.30 PM on Dt.29.08.2011. <box>582 1901 861 1914</box>
railway-story <box>556 44 1494 336</box>
bankers-banner: 12TH STATE LEVEL BANKERS' COMMITTEE MEETING, ORISSA FOR QUARTER ENDING JUNE - 2011 <box>168 65 520 137</box>
ssa-table-row <box>1145 1897 1486 1924</box>
ssa-table-cell: 1 <box>1145 1783 1170 1832</box>
